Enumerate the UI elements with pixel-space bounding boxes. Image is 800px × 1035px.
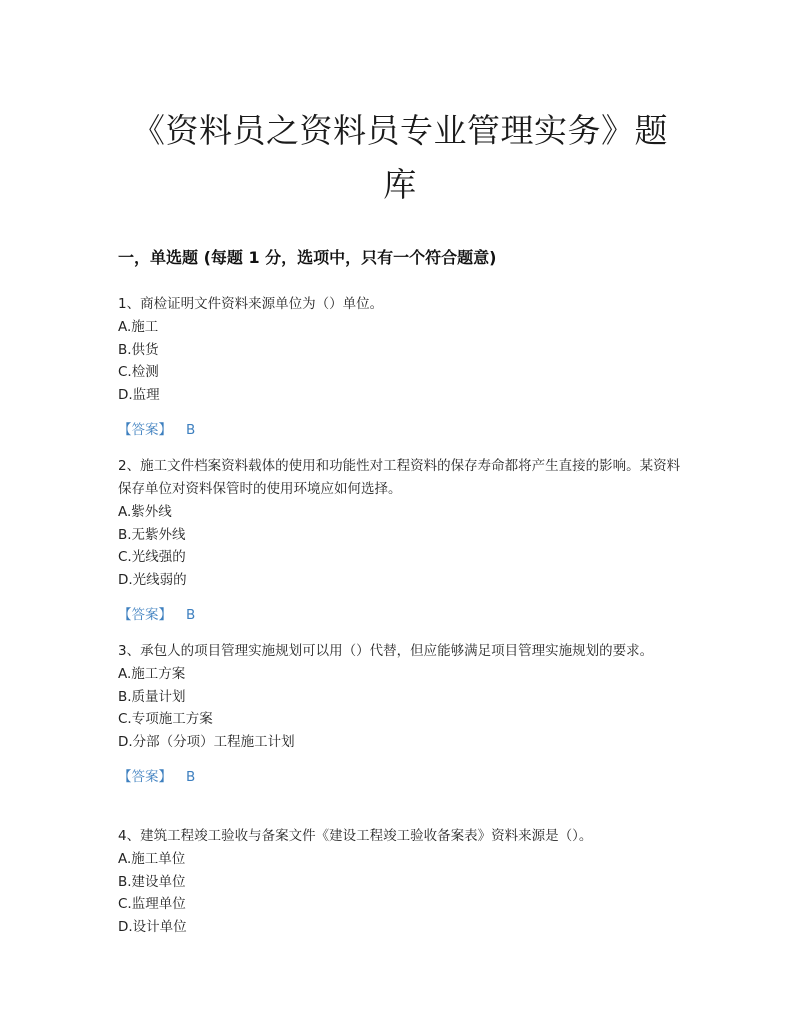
question-stem: 3、承包人的项目管理实施规划可以用（）代替，但应能够满足项目管理实施规划的要求。 xyxy=(118,643,654,659)
answer-value: B xyxy=(186,422,196,438)
option-d: D.设计单位 xyxy=(118,918,187,935)
option-b: B.无紫外线 xyxy=(118,526,186,543)
question-stem: 1、商检证明文件资料来源单位为（）单位。 xyxy=(118,296,384,312)
section-heading: 一，单选题 (每题 1 分，选项中，只有一个符合题意) xyxy=(118,248,497,267)
option-c: C.检测 xyxy=(118,364,159,380)
option-c: C.光线强的 xyxy=(118,549,186,565)
answer-label: 【答案】 xyxy=(118,607,172,623)
option-b: B.建设单位 xyxy=(118,873,186,890)
document-title: 《资料员之资料员专业管理实务》题库 xyxy=(132,111,668,204)
option-a: A.紫外线 xyxy=(118,504,172,520)
answer-line xyxy=(118,419,683,441)
option-c: C.专项施工方案 xyxy=(118,711,213,727)
option-b: B.供货 xyxy=(118,341,159,358)
question-item xyxy=(118,640,683,788)
question-stem: 2、施工文件档案资料载体的使用和功能性对工程资料的保存寿命都将产生直接的影响。某资料保存单位对资料保管时的使用环境应如何选择。 xyxy=(118,458,681,497)
question-item xyxy=(118,455,683,626)
answer-value: B xyxy=(186,769,196,785)
option-a: A.施工 xyxy=(118,319,159,335)
answer-value: B xyxy=(186,607,196,623)
option-b: B.质量计划 xyxy=(118,688,186,705)
option-c: C.监理单位 xyxy=(118,896,186,912)
question-stem: 4、建筑工程竣工验收与备案文件《建设工程竣工验收备案表》资料来源是（）。 xyxy=(118,828,593,844)
answer-label: 【答案】 xyxy=(118,769,172,785)
answer-line xyxy=(118,766,683,788)
option-a: A.施工单位 xyxy=(118,851,186,867)
option-a: A.施工方案 xyxy=(118,666,186,682)
option-d: D.分部（分项）工程施工计划 xyxy=(118,733,295,750)
option-d: D.光线弱的 xyxy=(118,571,187,588)
answer-label: 【答案】 xyxy=(118,422,172,438)
question-item xyxy=(118,825,683,938)
answer-line xyxy=(118,604,683,626)
option-d: D.监理 xyxy=(118,386,160,403)
question-item xyxy=(118,293,683,441)
